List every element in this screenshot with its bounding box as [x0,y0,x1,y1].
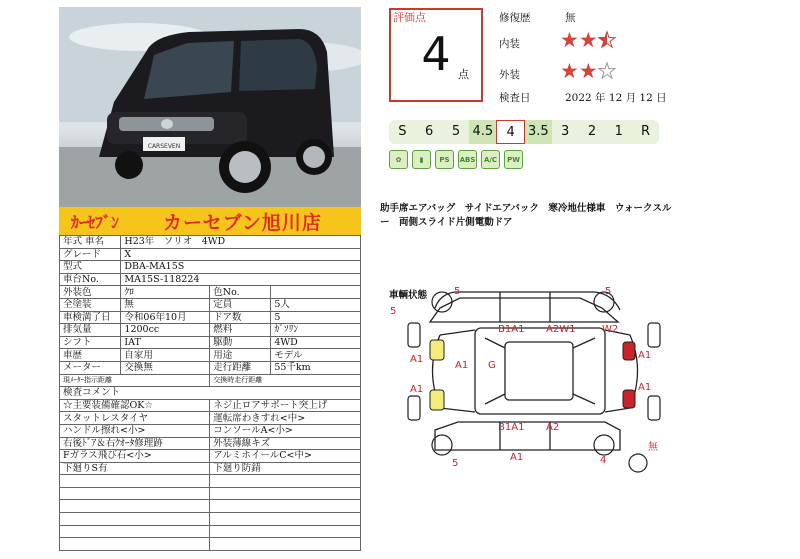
spec-key: 年式 車名 [60,236,121,249]
spec-key: 排気量 [60,324,121,337]
spec-row [60,513,361,526]
spec-row [60,248,361,261]
comment-cell: アルミホイールC<中> [210,450,361,463]
comment-cell: スタットレスタイヤ [60,412,210,425]
spec-row [60,361,361,374]
interior-key: 内装 [499,38,520,50]
spec-value: 自家用 [121,349,210,362]
spec-key: 外装色 [60,286,121,299]
comment-cell [210,500,361,513]
grade-cell: 6 [425,124,434,139]
damage-label: A1 [638,382,652,393]
comment-cell: 下廻りS有 [60,462,210,475]
left-rear-light [430,390,444,410]
left-front-light [430,340,444,360]
spec-value: 交換無 [121,361,210,374]
spec-key: 車歴 [60,349,121,362]
spec-key: 車台No. [60,273,121,286]
star-icon: ★ [560,28,579,52]
spec-key: メーター [60,361,121,374]
comment-cell [210,538,361,551]
spec-row [60,273,361,286]
comment-cell [210,513,361,526]
spec-row [60,462,361,475]
shop-banner [59,207,361,235]
aircon-icon: A/C [481,150,500,169]
damage-label: A1 [510,452,524,463]
comment-cell: ネジ止ロアサポート突上げ [210,399,361,412]
spec-row [60,324,361,337]
spec-row [60,412,361,425]
spec-value: ｸﾛ [121,286,210,299]
spec-value: 5 [271,311,361,324]
spec-row [60,475,361,488]
airbag-icon: ✿ [389,150,408,169]
comment-cell [210,525,361,538]
spec-section-heading: 検査コメント [60,387,361,400]
spec-value: DBA-MA15S [121,261,361,274]
score-label: 評価点 [393,11,426,24]
damage-label: 5 [605,286,612,297]
car-image [59,7,361,207]
star-half-icon: ★ [597,28,617,52]
comment-cell: 下廻り防錆 [210,462,361,475]
comment-cell: コンソールA<小> [210,424,361,437]
spec-row [60,387,361,400]
damage-label: A1 [638,350,652,361]
comment-cell [210,475,361,488]
spec-row [60,311,361,324]
spec-key: シフト [60,336,121,349]
exterior-key: 外装 [499,69,520,81]
spec-key: 用途 [210,349,271,362]
grade-cell: 5 [451,124,461,139]
spec-value [271,286,361,299]
comment-cell: ハンドル擦れ<小> [60,424,210,437]
damage-label: 5 [452,458,459,469]
spec-row [60,525,361,538]
spec-key: 色No. [210,286,271,299]
comment-cell: Fガラス飛び石<小> [60,450,210,463]
smart-key-icon: ▮ [412,150,431,169]
grade-cell: 3 [561,124,570,139]
damage-label: A2W1 [546,324,576,335]
spec-value: MA15S-118224 [121,273,361,286]
comment-cell: 交換時走行距離 [210,374,361,387]
interior-stars [560,29,616,51]
grade-scale [389,120,659,144]
comment-cell [210,487,361,500]
score-unit: 点 [458,68,469,81]
spec-key: 車検満了日 [60,311,121,324]
spec-row [60,336,361,349]
spec-row [60,487,361,500]
spec-key: 定員 [210,298,271,311]
spec-value: ｶﾞｿﾘﾝ [271,324,361,337]
spec-row [60,399,361,412]
repair-history-value: 無 [565,12,576,24]
spec-row [60,298,361,311]
power-window-icon: PW [504,150,523,169]
spec-key: 走行距離 [210,361,271,374]
comment-cell [60,500,210,513]
condition-diagram [380,280,680,475]
grade-cell: S [398,124,407,139]
damage-label: A2 [546,422,560,433]
comment-cell: 右後ﾄﾞｱ＆右ｸｵｰﾀ修理跡 [60,437,210,450]
spec-value: モデル [271,349,361,362]
damage-label: 5 [454,286,461,297]
grade-cell: 3.5 [525,120,552,144]
equipment-icons [389,150,523,169]
damage-label: 5 [390,306,397,317]
spec-key: ドア数 [210,311,271,324]
grade-cell: 4 [496,120,525,144]
star-icon: ★ [578,59,598,83]
damage-label: 4 [600,455,607,466]
spec-key: 駆動 [210,336,271,349]
spec-row [60,437,361,450]
inspection-key: 検査日 [499,92,531,104]
plate-text: CARSEVEN [147,143,181,150]
comment-cell: 現ﾒｰﾀｰ指示距離 [60,374,210,387]
shop-name: カーセブン旭川店 [163,211,322,234]
spec-row [60,424,361,437]
right-rear-light [623,390,635,408]
spec-value: 5人 [271,298,361,311]
abs-icon: ABS [458,150,477,169]
damage-label: 無 [648,442,658,453]
spec-value: IAT [121,336,210,349]
comment-cell [60,525,210,538]
damage-label: A1 [455,360,469,371]
score-value: 4 [421,27,451,81]
inspection-date: 2022 年 12 月 12 日 [565,92,667,104]
star-icon: ★ [578,28,598,52]
spec-table [59,235,361,551]
spec-row [60,500,361,513]
grade-cell: 2 [587,124,597,139]
spec-row [60,236,361,249]
damage-label: G [488,360,496,371]
star-empty-icon: ★ [597,59,617,83]
spec-row [60,286,361,299]
spec-value: 1200cc [121,324,210,337]
spec-row [60,538,361,551]
spec-row [60,349,361,362]
spec-key: 型式 [60,261,121,274]
repair-history-key: 修復歴 [499,12,531,24]
spec-key: 全塗装 [60,298,121,311]
exterior-stars [560,60,616,82]
spec-key: グレード [60,248,121,261]
spec-value: 55千km [271,361,361,374]
options-text: 助手席エアバッグ サイドエアバック 寒冷地仕様車 ウォークスルー 両側スライド片側電動ドア [380,203,672,228]
spec-row [60,374,361,387]
comment-cell: 外装薄線キズ [210,437,361,450]
damage-label: A1 [410,384,424,395]
grade-cell: 4.5 [469,120,496,144]
comment-cell [60,538,210,551]
diagram-title: 車輌状態 [389,290,428,301]
damage-label: W2 [602,324,619,335]
grade-cell: R [641,124,651,139]
spec-row [60,261,361,274]
spec-value: X [121,248,361,261]
spec-value: 4WD [271,336,361,349]
spec-value: 無 [121,298,210,311]
grade-cell: 1 [614,124,623,139]
right-front-light [623,342,635,360]
comment-cell [60,487,210,500]
vehicle-photo [59,7,361,207]
damage-label: A1 [410,354,424,365]
comment-cell [60,513,210,526]
comment-cell: ☆主要装備確認OK☆ [60,399,210,412]
damage-label: B1A1 [498,324,525,335]
power-steering-icon: PS [435,150,454,169]
comment-cell [60,475,210,488]
spec-row [60,450,361,463]
spec-value: H23年 ソリオ 4WD [121,236,361,249]
damage-label: B1A1 [498,422,525,433]
spec-key: 燃料 [210,324,271,337]
comment-cell: 運転席わきすれ<中> [210,412,361,425]
star-icon: ★ [560,59,579,83]
spec-value: 令和06年10月 [121,311,210,324]
shop-logo: ｶｰｾﾌﾞﾝ [71,212,120,232]
